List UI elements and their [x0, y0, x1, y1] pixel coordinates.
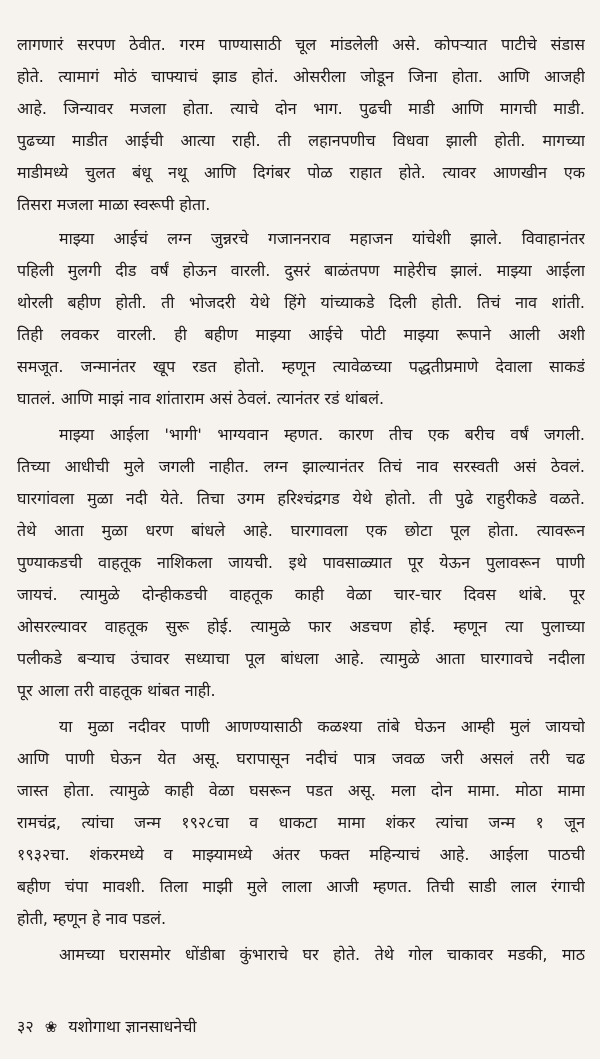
text-line: थोरली बहीण होती. ती भोजदरी येथे हिंगे यांच्याकडे दिली होती. तिचं नाव शांती.	[17, 293, 585, 312]
text-line: रामचंद्र, त्यांचा जन्म १९२८चा व धाकटा मामा शंकर त्यांचा जन्म १ जून	[17, 813, 585, 832]
text-line: होते. त्यामागं मोठं चाफ्याचं झाड होतं. ओसरीला जोडून जिना होता. आणि आजही	[17, 67, 585, 86]
text-line: आणि पाणी घेऊन येत असू. घरापासून नदीचं पात्र जवळ जरी असलं तरी चढ	[17, 749, 585, 768]
text-line: १९३२चा. शंकरमध्ये व माझ्यामध्ये अंतर फक्त महिन्याचं आहे. आईला पाठची	[17, 845, 585, 864]
text-line: घातलं. आणि माझं नाव शांताराम असं ठेवलं. त्यानंतर रडं थांबलं.	[17, 389, 385, 408]
text-line: लागणारं सरपण ठेवीत. गरम पाण्यासाठी चूल मांडलेली असे. कोपऱ्यात पाटीचे संडास	[17, 35, 585, 54]
book-title: यशोगाथा ज्ञानसाधनेची	[68, 1017, 197, 1036]
text-line: माझ्या आईचं लग्न जुन्नरचे गजाननराव महाजन यांचेशी झाले. विवाहानंतर	[59, 229, 585, 248]
text-line: तिही लवकर वारली. ही बहीण माझ्या आईचे पोटी माझ्या रूपाने आली अशी	[17, 325, 585, 344]
text-line: आहे. जिन्यावर मजला होता. त्याचे दोन भाग. पुढची माडी आणि मागची माडी.	[17, 99, 585, 118]
text-line: माझ्या आईला 'भागी' भाग्यवान म्हणत. कारण तीच एक बरीच वर्षं जगली.	[59, 425, 585, 444]
page-number: ३२	[17, 1017, 34, 1036]
text-line: जास्त होता. त्यामुळे काही वेळा घसरून पडत असू. मला दोन मामा. मोठा मामा	[17, 781, 585, 800]
text-line: होती, म्हणून हे नाव पडलं.	[17, 909, 167, 928]
text-line: तेथे आता मुळा धरण बांधले आहे. घारगावला एक छोटा पूल होता. त्यावरून	[17, 521, 585, 540]
text-line: पूर आला तरी वाहतूक थांबत नाही.	[17, 681, 216, 700]
text-line: समजूत. जन्मानंतर खूप रडत होतो. म्हणून त्यावेळच्या पद्धतीप्रमाणे देवाला साकडं	[17, 357, 585, 376]
text-line: ओसरल्यावर वाहतूक सुरू होई. त्यामुळे फार अडचण होई. म्हणून त्या पुलाच्या	[17, 617, 585, 636]
text-line: घारगांवला मुळा नदी येते. तिचा उगम हरिश्चंद्रगड येथे होतो. ती पुढे राहुरीकडे वळते.	[17, 489, 585, 508]
text-line: पलीकडे बऱ्याच उंचावर सध्याचा पूल बांधला आहे. त्यामुळे आता घारगावचे नदीला	[17, 649, 585, 668]
text-line: पुढच्या माडीत आईची आत्या राही. ती लहानपणीच विधवा झाली होती. मागच्या	[17, 131, 585, 150]
text-line: बहीण चंपा मावशी. तिला माझी मुले लाला आजी म्हणत. तिची साडी लाल रंगाची	[17, 877, 585, 896]
text-line: या मुळा नदीवर पाणी आणण्यासाठी कळश्या तांबे घेऊन आम्ही मुलं जायचो	[59, 717, 585, 736]
flower-ornament-icon: ❀	[44, 1018, 58, 1036]
text-line: पुण्याकडची वाहतूक नाशिकला जायची. इथे पावसाळ्यात पूर येऊन पुलावरून पाणी	[17, 553, 585, 572]
text-line: तिच्या आधीची मुले जगली नाहीत. लग्न झाल्यानंतर तिचं नाव सरस्वती असं ठेवलं.	[17, 457, 585, 476]
text-line: तिसरा मजला माळा स्वरूपी होता.	[17, 195, 211, 214]
text-line: माडीमध्ये चुलत बंधू नथू आणि दिगंबर पोळ राहात होते. त्यावर आणखीन एक	[17, 163, 585, 182]
page-footer	[17, 1012, 197, 1042]
text-line: आमच्या घरासमोर धोंडीबा कुंभाराचे घर होते. तेथे गोल चाकावर मडकी, माठ	[59, 945, 585, 964]
text-line: पहिली मुलगी दीड वर्षं होऊन वारली. दुसरं बाळंतपण माहेरीच झालं. माझ्या आईला	[17, 261, 585, 280]
text-line: जायचं. त्यामुळे दोन्हीकडची वाहतूक काही वेळा चार-चार दिवस थांबे. पूर	[17, 585, 585, 604]
